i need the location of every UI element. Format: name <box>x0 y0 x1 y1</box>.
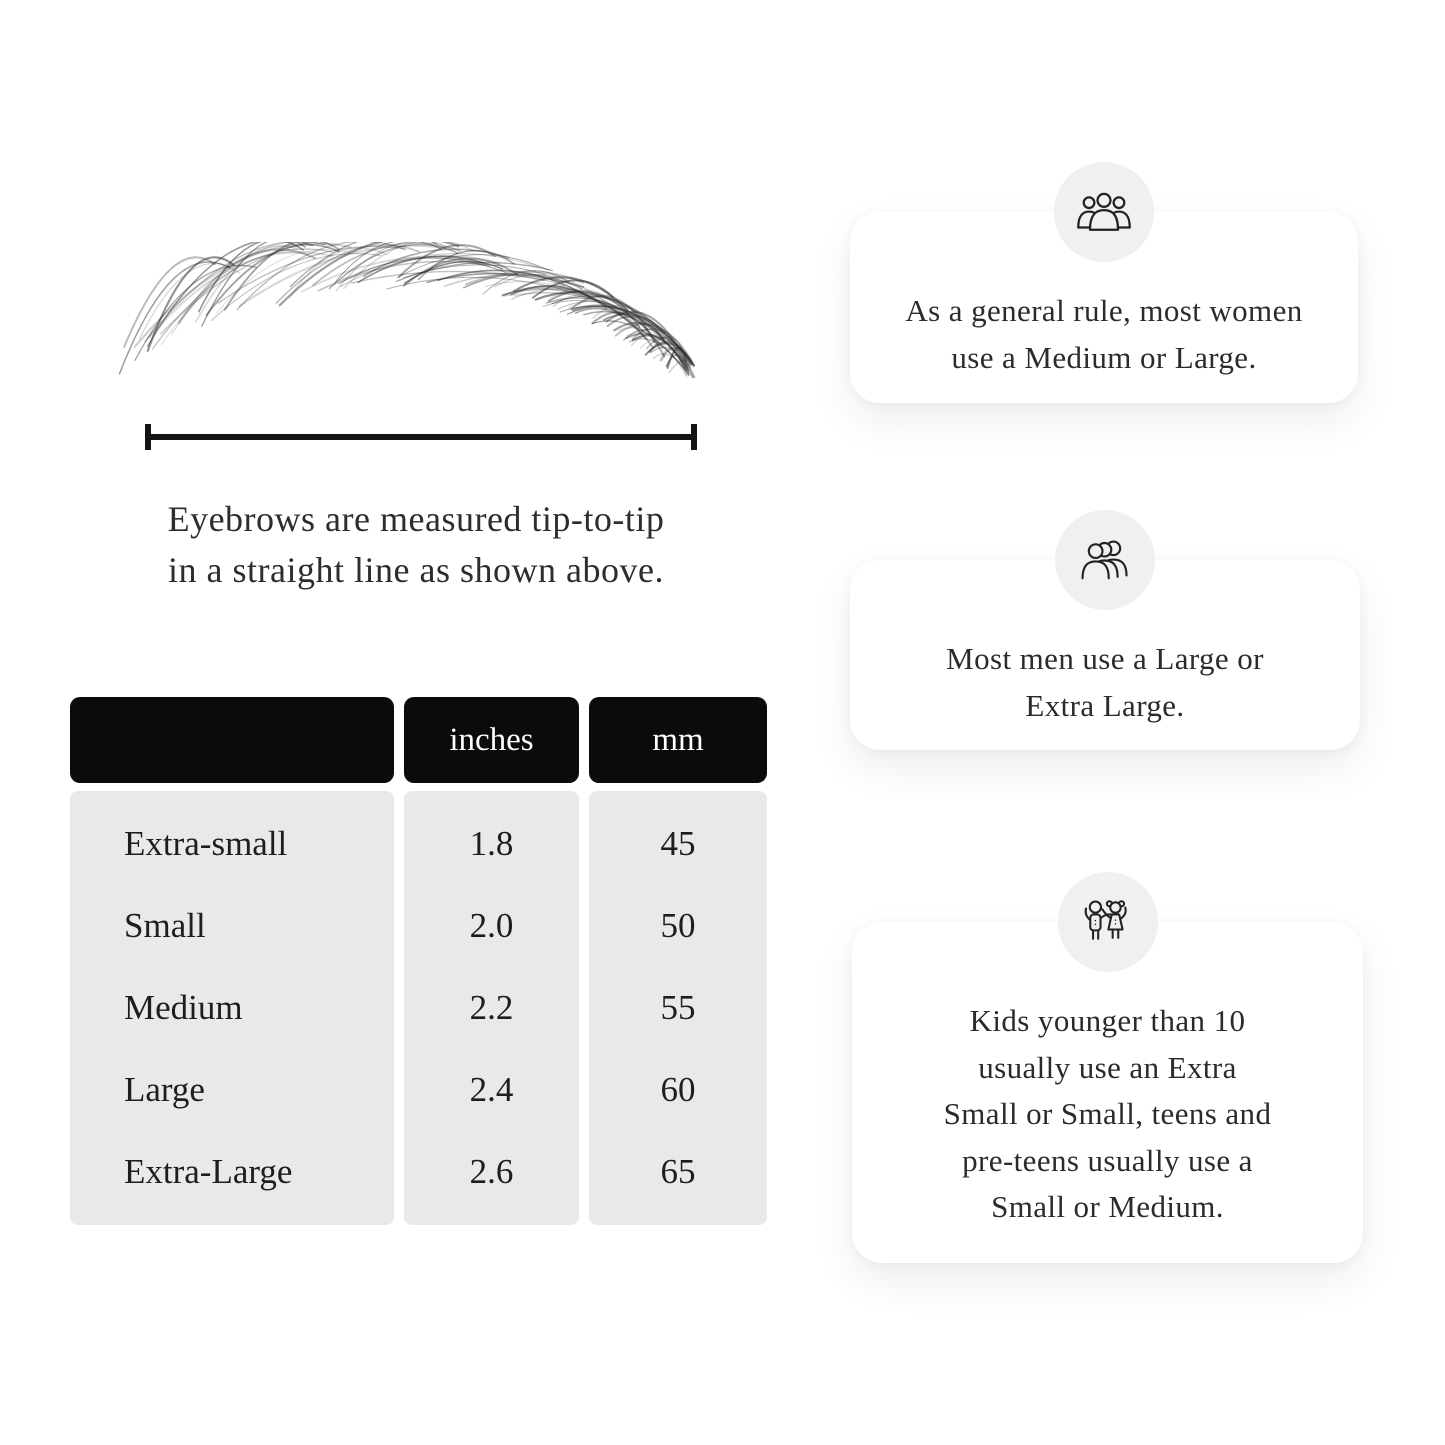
women-group-icon <box>1075 189 1133 236</box>
size-table-column-mm <box>589 697 767 1225</box>
card-text-line: Small or Medium. <box>991 1189 1224 1224</box>
kids-icon <box>1080 896 1136 948</box>
eyebrow-illustration <box>110 242 700 402</box>
table-cell-mm: 50 <box>660 906 696 945</box>
card-text-line: Kids younger than 10 <box>969 1003 1246 1038</box>
card-text <box>850 288 1358 381</box>
table-cell-inches: 2.2 <box>469 988 514 1027</box>
info-card-kids <box>852 922 1363 1263</box>
info-card-women <box>850 212 1358 403</box>
table-header-inches: inches <box>404 697 579 783</box>
card-text-line: Extra Large. <box>1025 687 1185 723</box>
table-cell-inches: 2.6 <box>469 1152 514 1191</box>
measurement-line <box>145 424 697 450</box>
table-cell-inches: 1.8 <box>469 824 514 863</box>
card-text-line: As a general rule, most women <box>905 293 1303 328</box>
card-text-line: usually use an Extra <box>978 1049 1237 1085</box>
table-cell-inches: 2.4 <box>469 1070 514 1109</box>
icon-badge <box>1055 510 1155 610</box>
icon-badge <box>1054 162 1154 262</box>
table-header-mm: mm <box>589 697 767 783</box>
card-text-line: pre-teens usually use a <box>962 1142 1253 1178</box>
table-cell-inches: 2.0 <box>469 906 514 945</box>
table-body-mm <box>589 791 767 1225</box>
table-cell-size: Medium <box>124 988 243 1027</box>
caption-line-1: Eyebrows are measured tip-to-tip <box>167 499 665 539</box>
table-header-size <box>70 697 394 783</box>
card-text <box>852 998 1363 1231</box>
men-group-icon <box>1076 537 1134 584</box>
measurement-caption <box>80 494 752 596</box>
size-table-column-size <box>70 697 394 1225</box>
size-table <box>70 697 767 1225</box>
table-body-inches <box>404 791 579 1225</box>
table-cell-size: Small <box>124 906 206 945</box>
card-text-line: Most men use a Large or <box>946 641 1264 676</box>
table-cell-mm: 65 <box>660 1152 696 1191</box>
caption-line-2: in a straight line as shown above. <box>168 550 664 590</box>
size-table-column-inches <box>404 697 579 1225</box>
table-cell-mm: 60 <box>660 1070 696 1109</box>
table-body-size <box>70 791 394 1225</box>
card-text-line: Small or Small, teens and <box>943 1096 1272 1131</box>
table-cell-size: Extra-Large <box>124 1152 293 1191</box>
card-text-line: use a Medium or Large. <box>951 339 1257 375</box>
card-text <box>850 636 1360 729</box>
table-cell-size: Extra-small <box>124 824 288 863</box>
table-cell-size: Large <box>124 1070 205 1109</box>
table-cell-mm: 45 <box>660 824 696 863</box>
icon-badge <box>1058 872 1158 972</box>
table-cell-mm: 55 <box>660 988 696 1027</box>
info-card-men <box>850 560 1360 750</box>
